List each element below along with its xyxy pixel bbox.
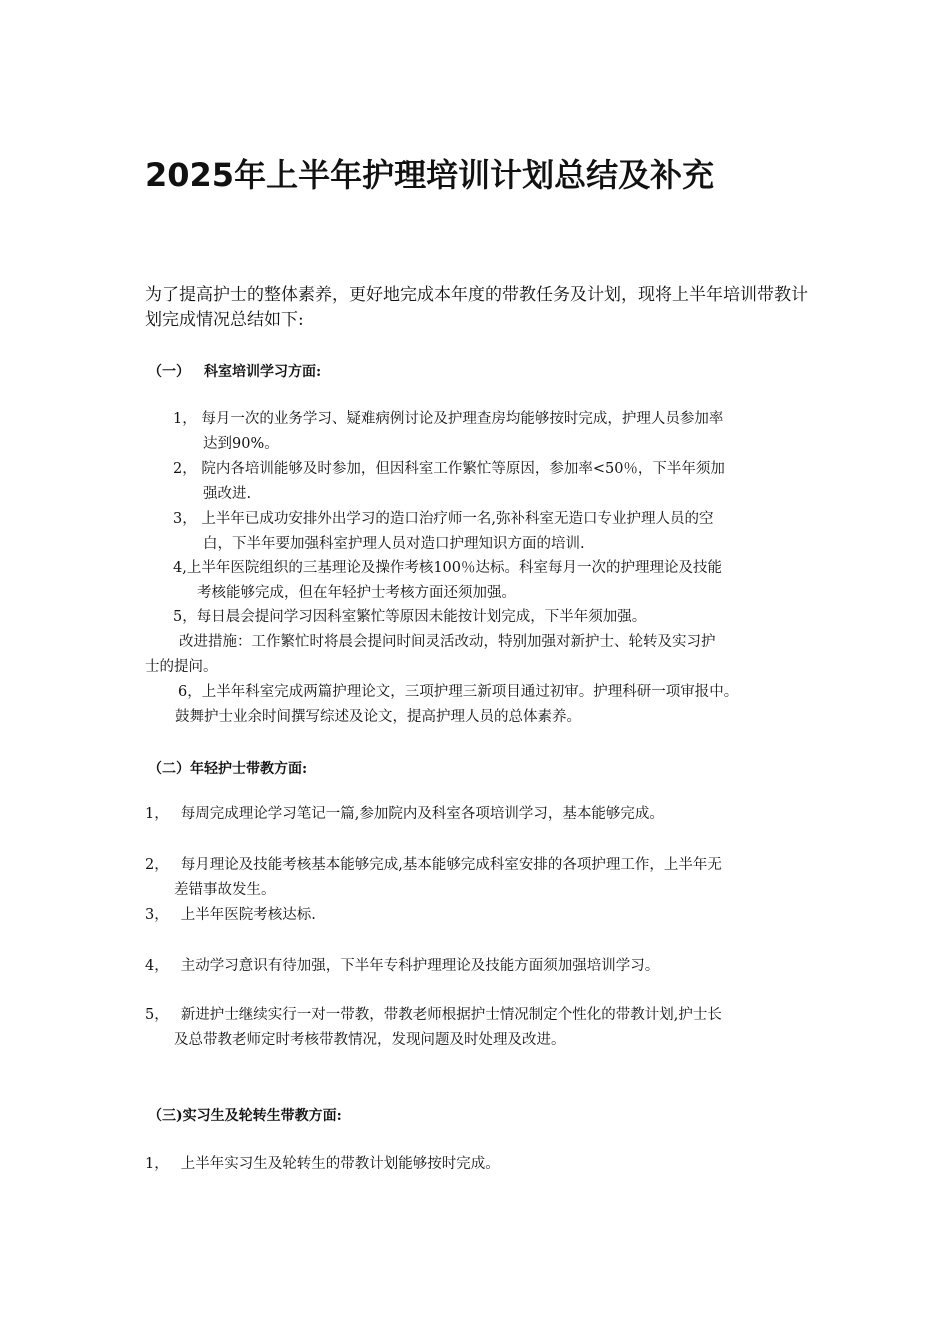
s1-item-5: 5，每日晨会提问学习因科室繁忙等原因未能按计划完成，下半年须加强。 [173,609,647,625]
document-title: 2025年上半年护理培训计划总结及补充 [145,156,715,194]
section-1-heading [148,361,321,381]
section-1-title: 科室培训学习方面: [204,364,322,380]
s1-item-1: 1， 每月一次的业务学习、疑难病例讨论及护理查房均能够按时完成，护理人员参加率 达到90%。 [173,411,724,452]
section-3-heading: （三)实习生及轮转生带教方面: [148,1108,342,1124]
s2-item-2: 2， 每月理论及技能考核基本能够完成,基本能够完成科室安排的各项护理工作，上半年无 差错事故发生。 [145,857,722,898]
s1-item-4: 4,上半年医院组织的三基理论及操作考核100％达标。科室每月一次的护理理论及技能 考核能够完成，但在年轻护士考核方面还须加强。 [173,560,723,601]
s2-item-5: 5， 新进护士继续实行一对一带教，带教老师根据护士情况制定个性化的带教计划,护士长 及总带教老师定时考核带教情况，发现问题及时处理及改进。 [145,1007,722,1048]
s2-item-1: 1， 每周完成理论学习笔记一篇,参加院内及科室各项培训学习，基本能够完成。 [145,806,664,822]
s1-item-2: 2， 院内各培训能够及时参加，但因科室工作繁忙等原因，参加率<50％，下半年须加 强改进. [173,461,725,502]
section-2-heading: （二）年轻护士带教方面: [148,761,308,777]
s1-improve: 改进措施：工作繁忙时将晨会提问时间灵活改动，特别加强对新护士、轮转及实习护 士的提问。 [145,634,716,675]
s1-item-3: 3， 上半年已成功安排外出学习的造口治疗师一名,弥补科室无造口专业护理人员的空 白，下半年要加强科室护理人员对造口护理知识方面的培训. [173,511,714,552]
section-1-number: （一） [148,364,190,380]
s2-item-3: 3， 上半年医院考核达标. [145,907,316,923]
s2-item-4: 4， 主动学习意识有待加强，下半年专科护理理论及技能方面须加强培训学习。 [145,958,660,974]
s1-item-6: 6，上半年科室完成两篇护理论文，三项护理三新项目通过初审。护理科研一项审报中。 鼓舞护士业余时间撰写综述及论文，提高护理人员的总体素养。 [175,684,739,725]
s3-item-1: 1， 上半年实习生及轮转生的带教计划能够按时完成。 [145,1156,500,1172]
intro-paragraph: 为了提高护士的整体素养，更好地完成本年度的带教任务及计划，现将上半年培训带教计划完成情况总结如下: [145,285,808,330]
